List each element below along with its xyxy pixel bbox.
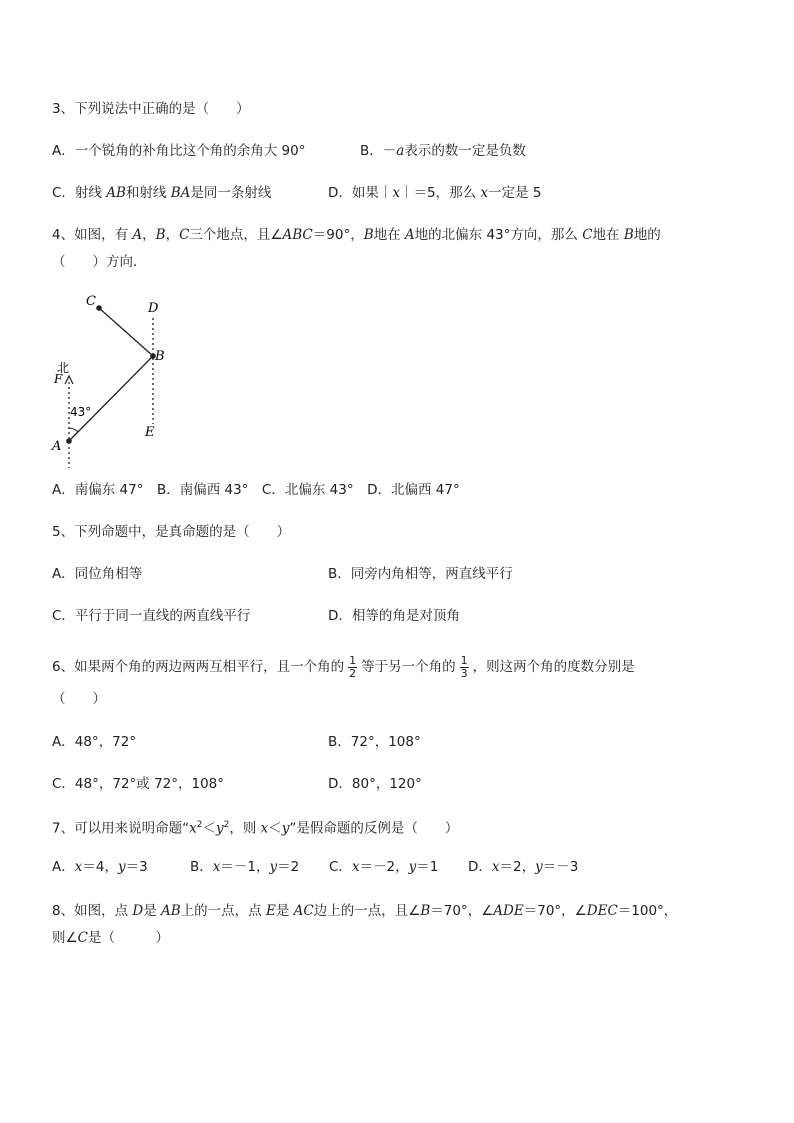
line-ab [69, 356, 153, 441]
q3-option-b: B．－a表示的数一定是负数 [360, 143, 526, 159]
label-c: C [86, 294, 96, 309]
q3-options-row1 [52, 141, 526, 161]
q6-stem-line2: （ ） [52, 691, 106, 707]
label-e: E [145, 425, 155, 440]
q5-option-b: B．同旁内角相等，两直线平行 [328, 566, 513, 582]
q6-option-d: D．80°，120° [328, 776, 422, 792]
q6-option-c: C．48°，72°或 72°，108° [52, 776, 225, 792]
q4-options: A．南偏东 47° B．南偏西 43° C．北偏东 43° D．北偏西 47° [52, 482, 460, 498]
q7-option-c: C．x＝－2，y＝1 [329, 859, 439, 875]
q4-figure [48, 288, 178, 472]
q7-options [52, 857, 579, 877]
q4-stem-line2: （ ）方向． [52, 254, 147, 270]
fraction-third: $\frac{1}{3}$ [460, 653, 468, 680]
fraction-half: $\frac{1}{2}$ [349, 653, 357, 680]
q5-option-a: A．同位角相等 [52, 566, 143, 582]
q6-option-b: B．72°，108° [328, 734, 421, 750]
q5-stem: 5、下列命题中，是真命题的是（ ） [52, 524, 291, 540]
q5-option-d: D．相等的角是对顶角 [328, 608, 460, 624]
q5-options-row2 [52, 606, 460, 626]
q4-stem: 4、如图，有 A，B，C三个地点，且∠ABC＝90°，B地在 A地的北偏东 43°方向，那么 C地在 B地的 [52, 227, 661, 243]
q6-option-a: A．48°，72° [52, 734, 137, 750]
q6-stem: 6、如果两个角的两边两两互相平行，且一个角的 $\frac{1}{2}$ 等于另一个角的 $\frac{1}{3}$ ，则这两个角的度数分别是 [52, 653, 635, 680]
q7-stem: 7、可以用来说明命题“$x^2<y^2$，则 x＜y”是假命题的反例是（ ） [52, 820, 459, 837]
line-cb [99, 308, 153, 356]
point-c [96, 305, 102, 311]
label-angle: 43° [70, 405, 92, 419]
q8-stem-line2: 则∠C是（ ） [52, 930, 169, 946]
angle-arc [69, 428, 78, 432]
q3-options-row2 [52, 183, 542, 203]
point-a [66, 438, 72, 444]
label-a: A [52, 439, 62, 454]
q5-options-row1 [52, 564, 513, 584]
q7-option-a: A．x＝4，y＝3 [52, 859, 148, 875]
q7-option-d: D．x＝2，y＝－3 [468, 859, 579, 875]
q3-option-a: A．一个锐角的补角比这个角的余角大 90° [52, 143, 306, 159]
label-b: B [155, 349, 165, 364]
q6-options-row2 [52, 774, 422, 794]
label-north: 北 [57, 361, 70, 375]
q7-option-b: B．x＝－1，y＝2 [190, 859, 300, 875]
q3-option-d: D．如果｜x｜＝5，那么 x一定是 5 [328, 185, 542, 201]
label-f: F [54, 372, 63, 386]
q8-stem: 8、如图，点 D是 AB上的一点，点 E是 AC边上的一点，且∠B＝70°，∠ADE＝70°，∠DEC＝100°， [52, 903, 678, 919]
q5-option-c: C．平行于同一直线的两直线平行 [52, 608, 251, 624]
q3-option-c: C．射线 AB和射线 BA是同一条射线 [52, 185, 272, 201]
q6-options-row1 [52, 732, 421, 752]
label-d: D [148, 301, 159, 316]
q3-stem: 3、下列说法中正确的是（ ） [52, 101, 250, 117]
